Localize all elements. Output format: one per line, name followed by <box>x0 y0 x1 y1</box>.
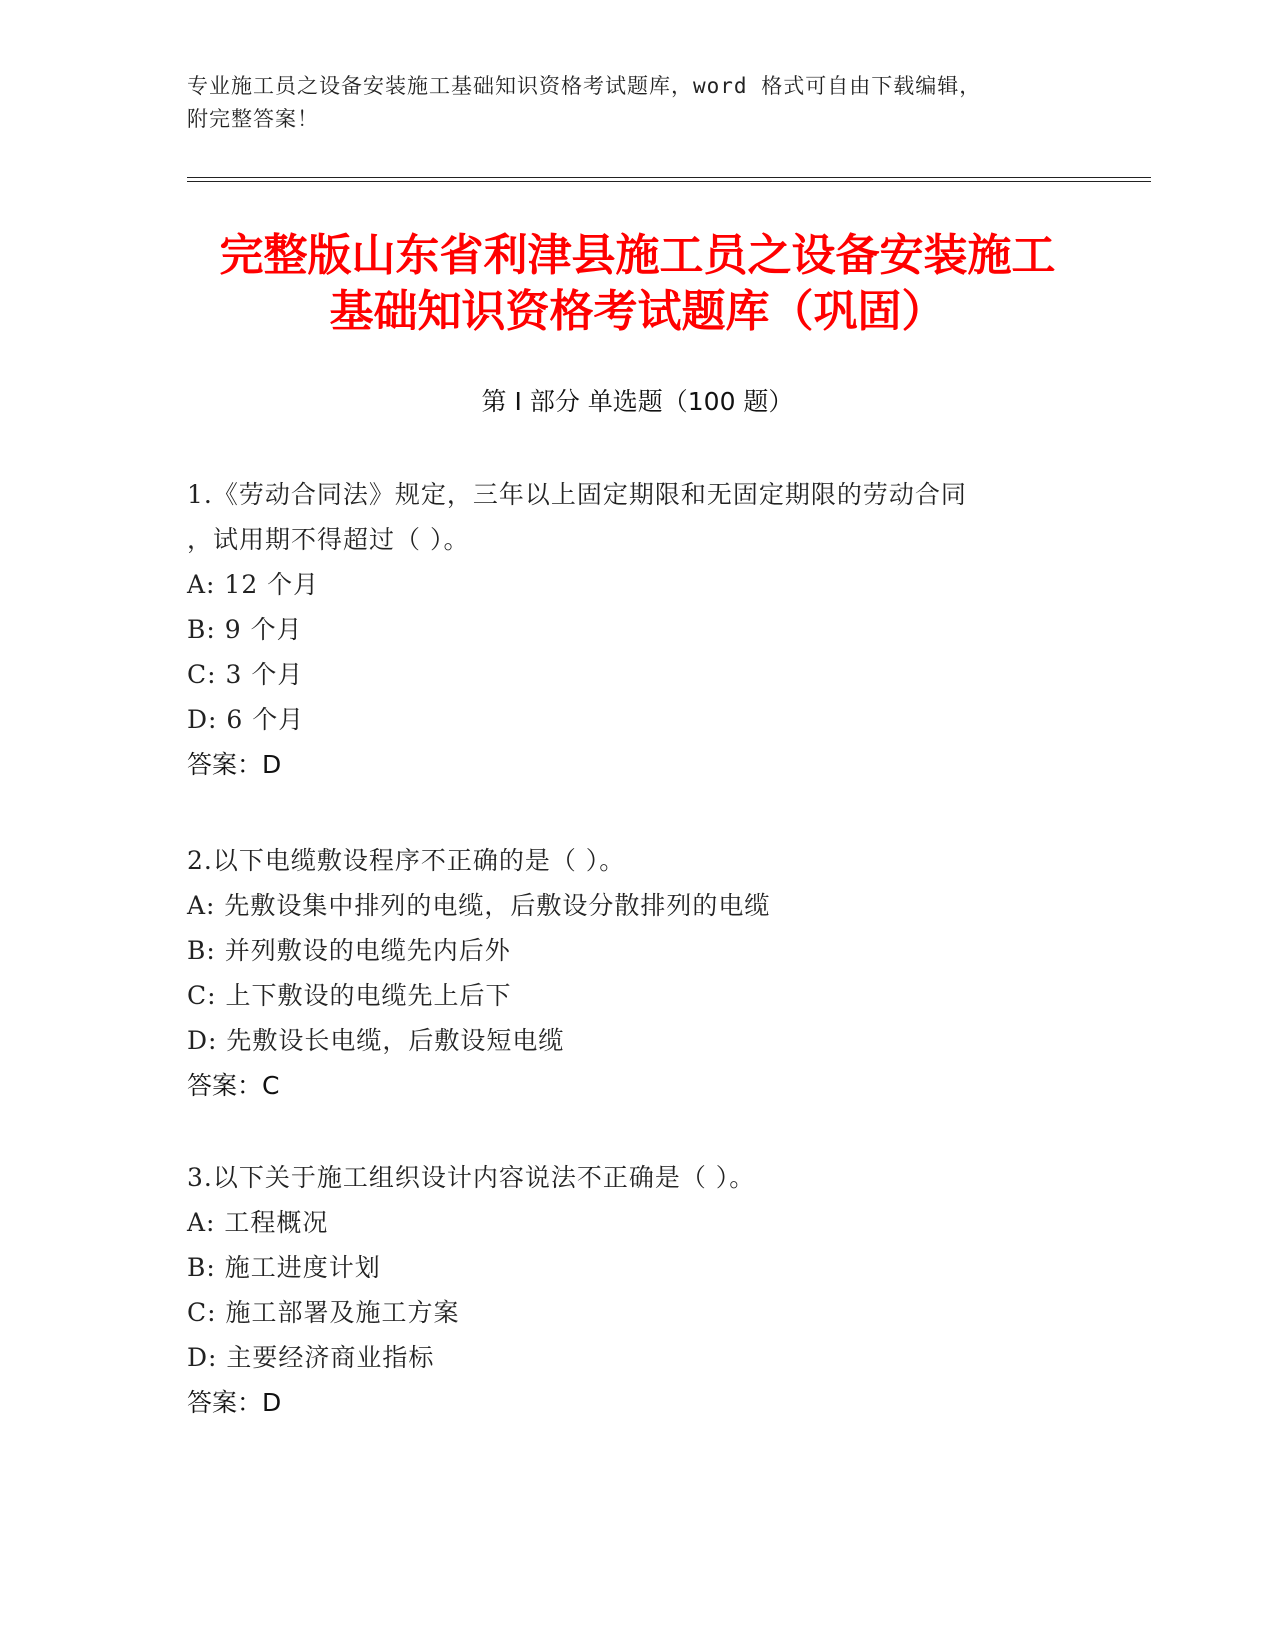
option-a: A: 12 个月 <box>187 570 320 599</box>
option-c: C: 施工部署及施工方案 <box>187 1298 460 1327</box>
question-stem: 3.以下关于施工组织设计内容说法不正确是（ ）。 <box>187 1163 756 1192</box>
option-a: A: 工程概况 <box>187 1208 329 1237</box>
header-note-line1: 专业施工员之设备安装施工基础知识资格考试题库，word 格式可自由下载编辑， <box>187 74 982 98</box>
document-title-line2: 基础知识资格考试题库（巩固） <box>329 286 946 337</box>
question-stem-continued: ，试用期不得超过（ ）。 <box>187 525 470 554</box>
question-stem: 1.《劳动合同法》规定，三年以上固定期限和无固定期限的劳动合同 <box>187 480 967 509</box>
option-b: B: 并列敷设的电缆先内后外 <box>187 936 511 965</box>
option-a: A: 先敷设集中排列的电缆，后敷设分散排列的电缆 <box>187 891 771 920</box>
option-d: D: 6 个月 <box>187 705 305 734</box>
option-b: B: 施工进度计划 <box>187 1253 381 1282</box>
header-divider-bottom <box>187 181 1151 182</box>
header-divider-top <box>187 177 1151 178</box>
answer: 答案：D <box>187 1388 282 1417</box>
header-note <box>187 70 1067 136</box>
option-c: C: 3 个月 <box>187 660 304 689</box>
question-stem: 2.以下电缆敷设程序不正确的是（ ）。 <box>187 846 626 875</box>
option-d: D: 先敷设长电缆，后敷设短电缆 <box>187 1026 565 1055</box>
question-1 <box>187 472 1067 787</box>
header-note-line2: 附完整答案！ <box>187 107 319 131</box>
question-2 <box>187 838 1067 1108</box>
document-title <box>150 228 1125 340</box>
option-b: B: 9 个月 <box>187 615 303 644</box>
section-title: 第 I 部分 单选题（100 题） <box>481 387 794 416</box>
document-title-line1: 完整版山东省利津县施工员之设备安装施工 <box>219 230 1056 281</box>
option-d: D: 主要经济商业指标 <box>187 1343 435 1372</box>
question-3 <box>187 1155 1067 1425</box>
option-c: C: 上下敷设的电缆先上后下 <box>187 981 512 1010</box>
answer: 答案：D <box>187 750 282 779</box>
answer: 答案：C <box>187 1071 280 1100</box>
